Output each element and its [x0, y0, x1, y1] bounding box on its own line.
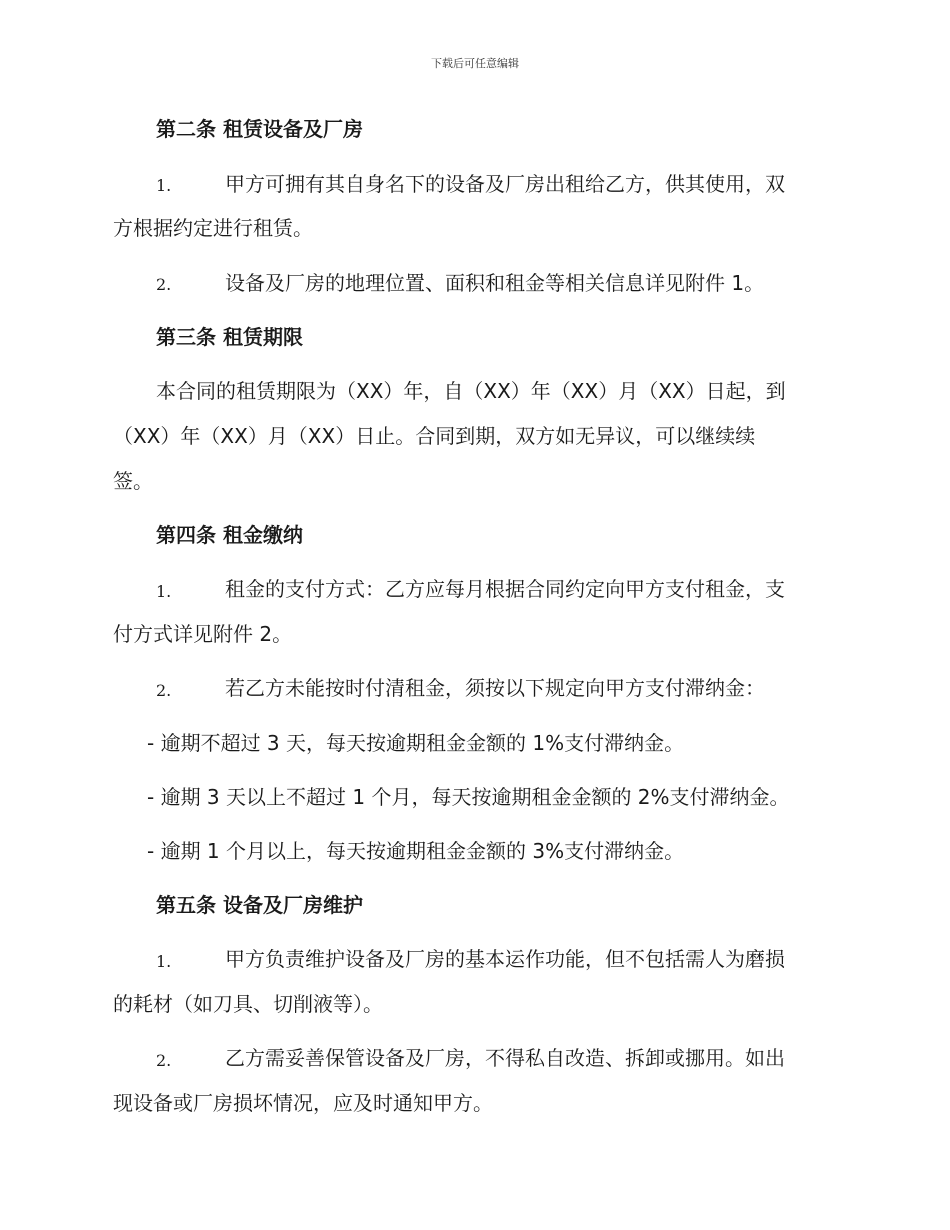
section-5-item-2-text: 乙方需妥善保管设备及厂房，不得私自改造、拆卸或挪用。如出 [225, 1046, 785, 1070]
section-2-item-2-number: 2. [156, 275, 172, 294]
section-2-item-1-number: 1. [156, 176, 172, 195]
section-2-item-2-text: 设备及厂房的地理位置、面积和租金等相关信息详见附件 1。 [225, 271, 765, 295]
section-2-title: 第二条 租赁设备及厂房 [156, 117, 363, 141]
section-5-item-2-text-cont: 现设备或厂房损坏情况，应及时通知甲方。 [113, 1091, 493, 1115]
section-4-bullet-3: - 逾期 1 个月以上，每天按逾期租金金额的 3%支付滞纳金。 [147, 839, 685, 863]
section-5-item-1-text-cont: 的耗材（如刀具、切削液等）。 [113, 992, 383, 1016]
section-4-item-1-text-cont: 付方式详见附件 2。 [113, 622, 293, 646]
section-4-item-1-text: 租金的支付方式：乙方应每月根据合同约定向甲方支付租金，支 [225, 577, 785, 601]
section-5-item-1-text: 甲方负责维护设备及厂房的基本运作功能，但不包括需人为磨损 [225, 947, 785, 971]
section-4-bullet-1: - 逾期不超过 3 天，每天按逾期租金金额的 1%支付滞纳金。 [147, 731, 685, 755]
section-5-item-2-number: 2. [156, 1051, 172, 1070]
section-5-item-1-number: 1. [156, 952, 172, 971]
section-4-item-1-number: 1. [156, 582, 172, 601]
section-3-para-line-2: （XX）年（XX）月（XX）日止。合同到期，双方如无异议，可以继续续 [113, 424, 756, 448]
section-3-para-line-3: 签。 [113, 469, 153, 493]
section-2-item-1-text-cont: 方根据约定进行租赁。 [113, 216, 313, 240]
section-2-item-1-text: 甲方可拥有其自身名下的设备及厂房出租给乙方，供其使用，双 [225, 172, 785, 196]
section-4-bullet-2: - 逾期 3 天以上不超过 1 个月，每天按逾期租金金额的 2%支付滞纳金。 [147, 785, 790, 809]
section-4-item-2-text: 若乙方未能按时付清租金，须按以下规定向甲方支付滞纳金： [225, 676, 765, 700]
page-header: 下载后可任意编辑 [431, 57, 519, 70]
section-4-item-2-number: 2. [156, 681, 172, 700]
section-4-title: 第四条 租金缴纳 [156, 523, 303, 547]
section-3-title: 第三条 租赁期限 [156, 325, 303, 349]
section-5-title: 第五条 设备及厂房维护 [156, 893, 363, 917]
section-3-para-line-1: 本合同的租赁期限为（XX）年，自（XX）年（XX）月（XX）日起，到 [156, 379, 786, 403]
